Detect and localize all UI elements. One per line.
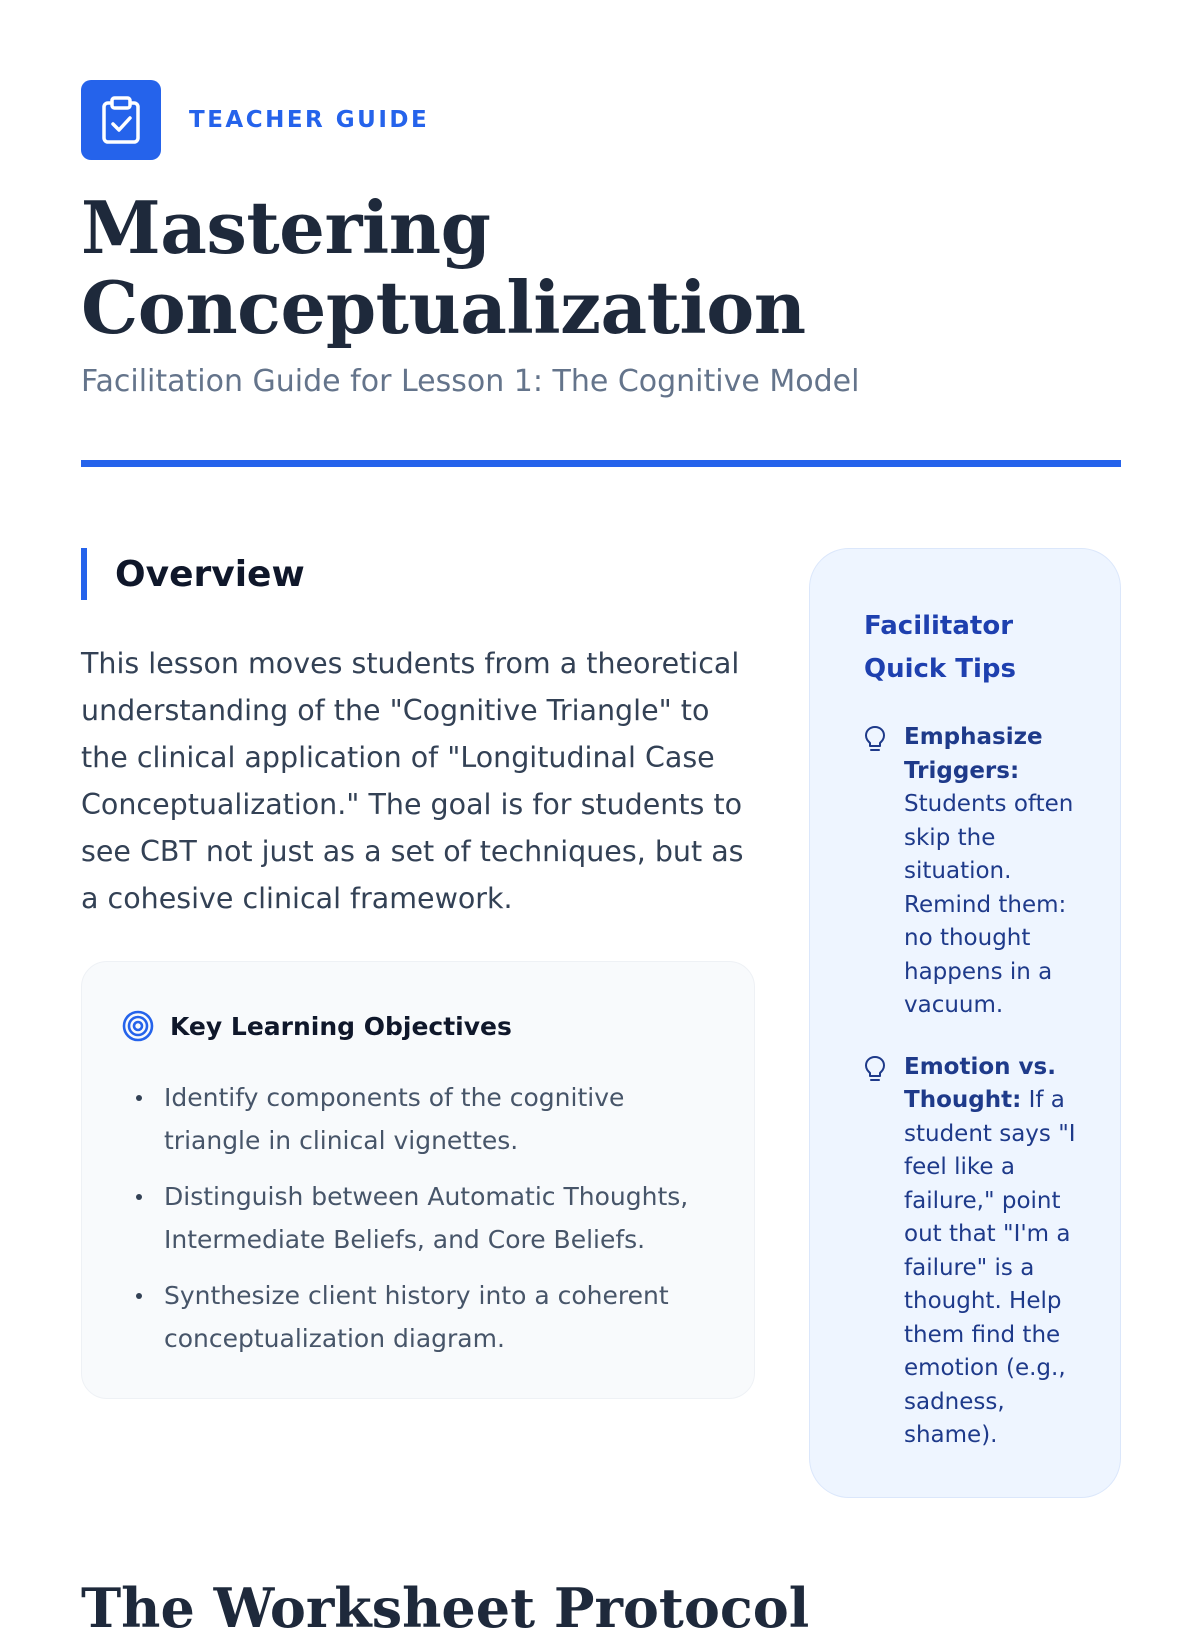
header-divider: [81, 460, 1121, 467]
clipboard-check-icon: [81, 80, 161, 160]
facilitator-tips-sidebar: [809, 548, 1121, 1498]
tip-text-block: [904, 721, 1084, 1023]
tip-label: Emotion vs. Thought:: [904, 1053, 1056, 1113]
badge-label: TEACHER GUIDE: [189, 107, 430, 133]
objectives-list: [122, 1076, 714, 1360]
tip-item: [864, 721, 1090, 1023]
tip-label: Emphasize Triggers:: [904, 724, 1043, 784]
target-icon: [122, 1010, 154, 1042]
guide-badge: [81, 80, 429, 160]
objectives-heading: Key Learning Objectives: [170, 1011, 512, 1041]
page-title: Mastering Conceptualization: [81, 185, 806, 350]
lightbulb-icon: [864, 721, 904, 1023]
objective-item: Synthesize client history into a coherent conceptualization diagram.: [122, 1274, 702, 1360]
tip-text-block: [904, 1051, 1084, 1453]
objective-item: Identify components of the cognitive triangle in clinical vignettes.: [122, 1076, 702, 1162]
lightbulb-icon: [864, 1051, 904, 1453]
overview-text: This lesson moves students from a theoretical understanding of the "Cognitive Triangle" to the clinical application of "Longitudinal Case Conceptualization." The goal is for students to see CBT not just as a set of techniques, but as a cohesive clinical framework.: [81, 647, 744, 915]
page-subtitle: Facilitation Guide for Lesson 1: The Cognitive Model: [81, 364, 860, 399]
overview-heading: Overview: [81, 548, 305, 600]
learning-objectives-card: [81, 961, 755, 1399]
tip-item: [864, 1051, 1090, 1453]
objective-item: Distinguish between Automatic Thoughts, Intermediate Beliefs, and Core Beliefs.: [122, 1175, 702, 1261]
teacher-guide-page: [81, 0, 1121, 1640]
objectives-header: [122, 1010, 714, 1042]
tip-text: Students often skip the situation. Remind them: no thought happens in a vacuum.: [904, 791, 1074, 1018]
tips-title: Facilitator Quick Tips: [864, 611, 1017, 684]
tip-text: If a student says "I feel like a failure," point out that "I'm a failure" is a thought. Help them find the emotion (e.g., sadness, shame).: [904, 1087, 1076, 1448]
worksheet-protocol-heading: The Worksheet Protocol: [81, 1576, 810, 1640]
